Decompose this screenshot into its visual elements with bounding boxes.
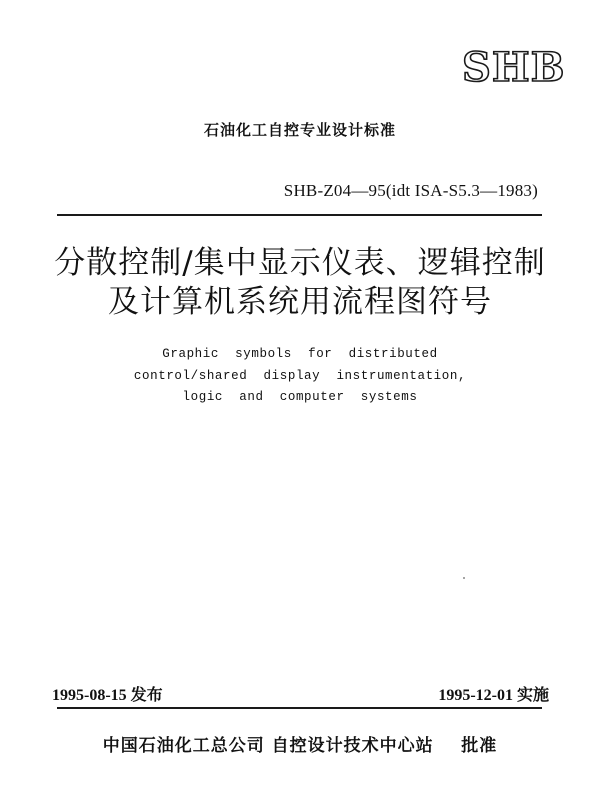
release-date: 1995-08-15 发布 [52, 687, 163, 704]
chinese-title-line-2: 及计算机系统用流程图符号 [108, 284, 492, 320]
shb-logo: SHB [462, 44, 566, 91]
implementation-date: 1995-12-01 实施 [438, 687, 549, 704]
top-divider [57, 214, 542, 216]
english-title-line-3: logic and computer systems [182, 390, 418, 404]
scan-speck [463, 577, 465, 579]
issuing-authority: 中国石油化工总公司 自控设计技术中心站 批准 [102, 736, 498, 756]
chinese-title-line-1: 分散控制/集中显示仪表、逻辑控制 [54, 245, 546, 281]
english-title-line-2: control/shared display instrumentation, [133, 369, 467, 383]
standard-number: SHB-Z04—95(idt ISA-S5.3—1983) [283, 181, 538, 200]
bottom-divider [57, 707, 542, 709]
standard-category: 石油化工自控专业设计标准 [203, 121, 396, 139]
english-title-line-1: Graphic symbols for distributed [162, 347, 438, 361]
